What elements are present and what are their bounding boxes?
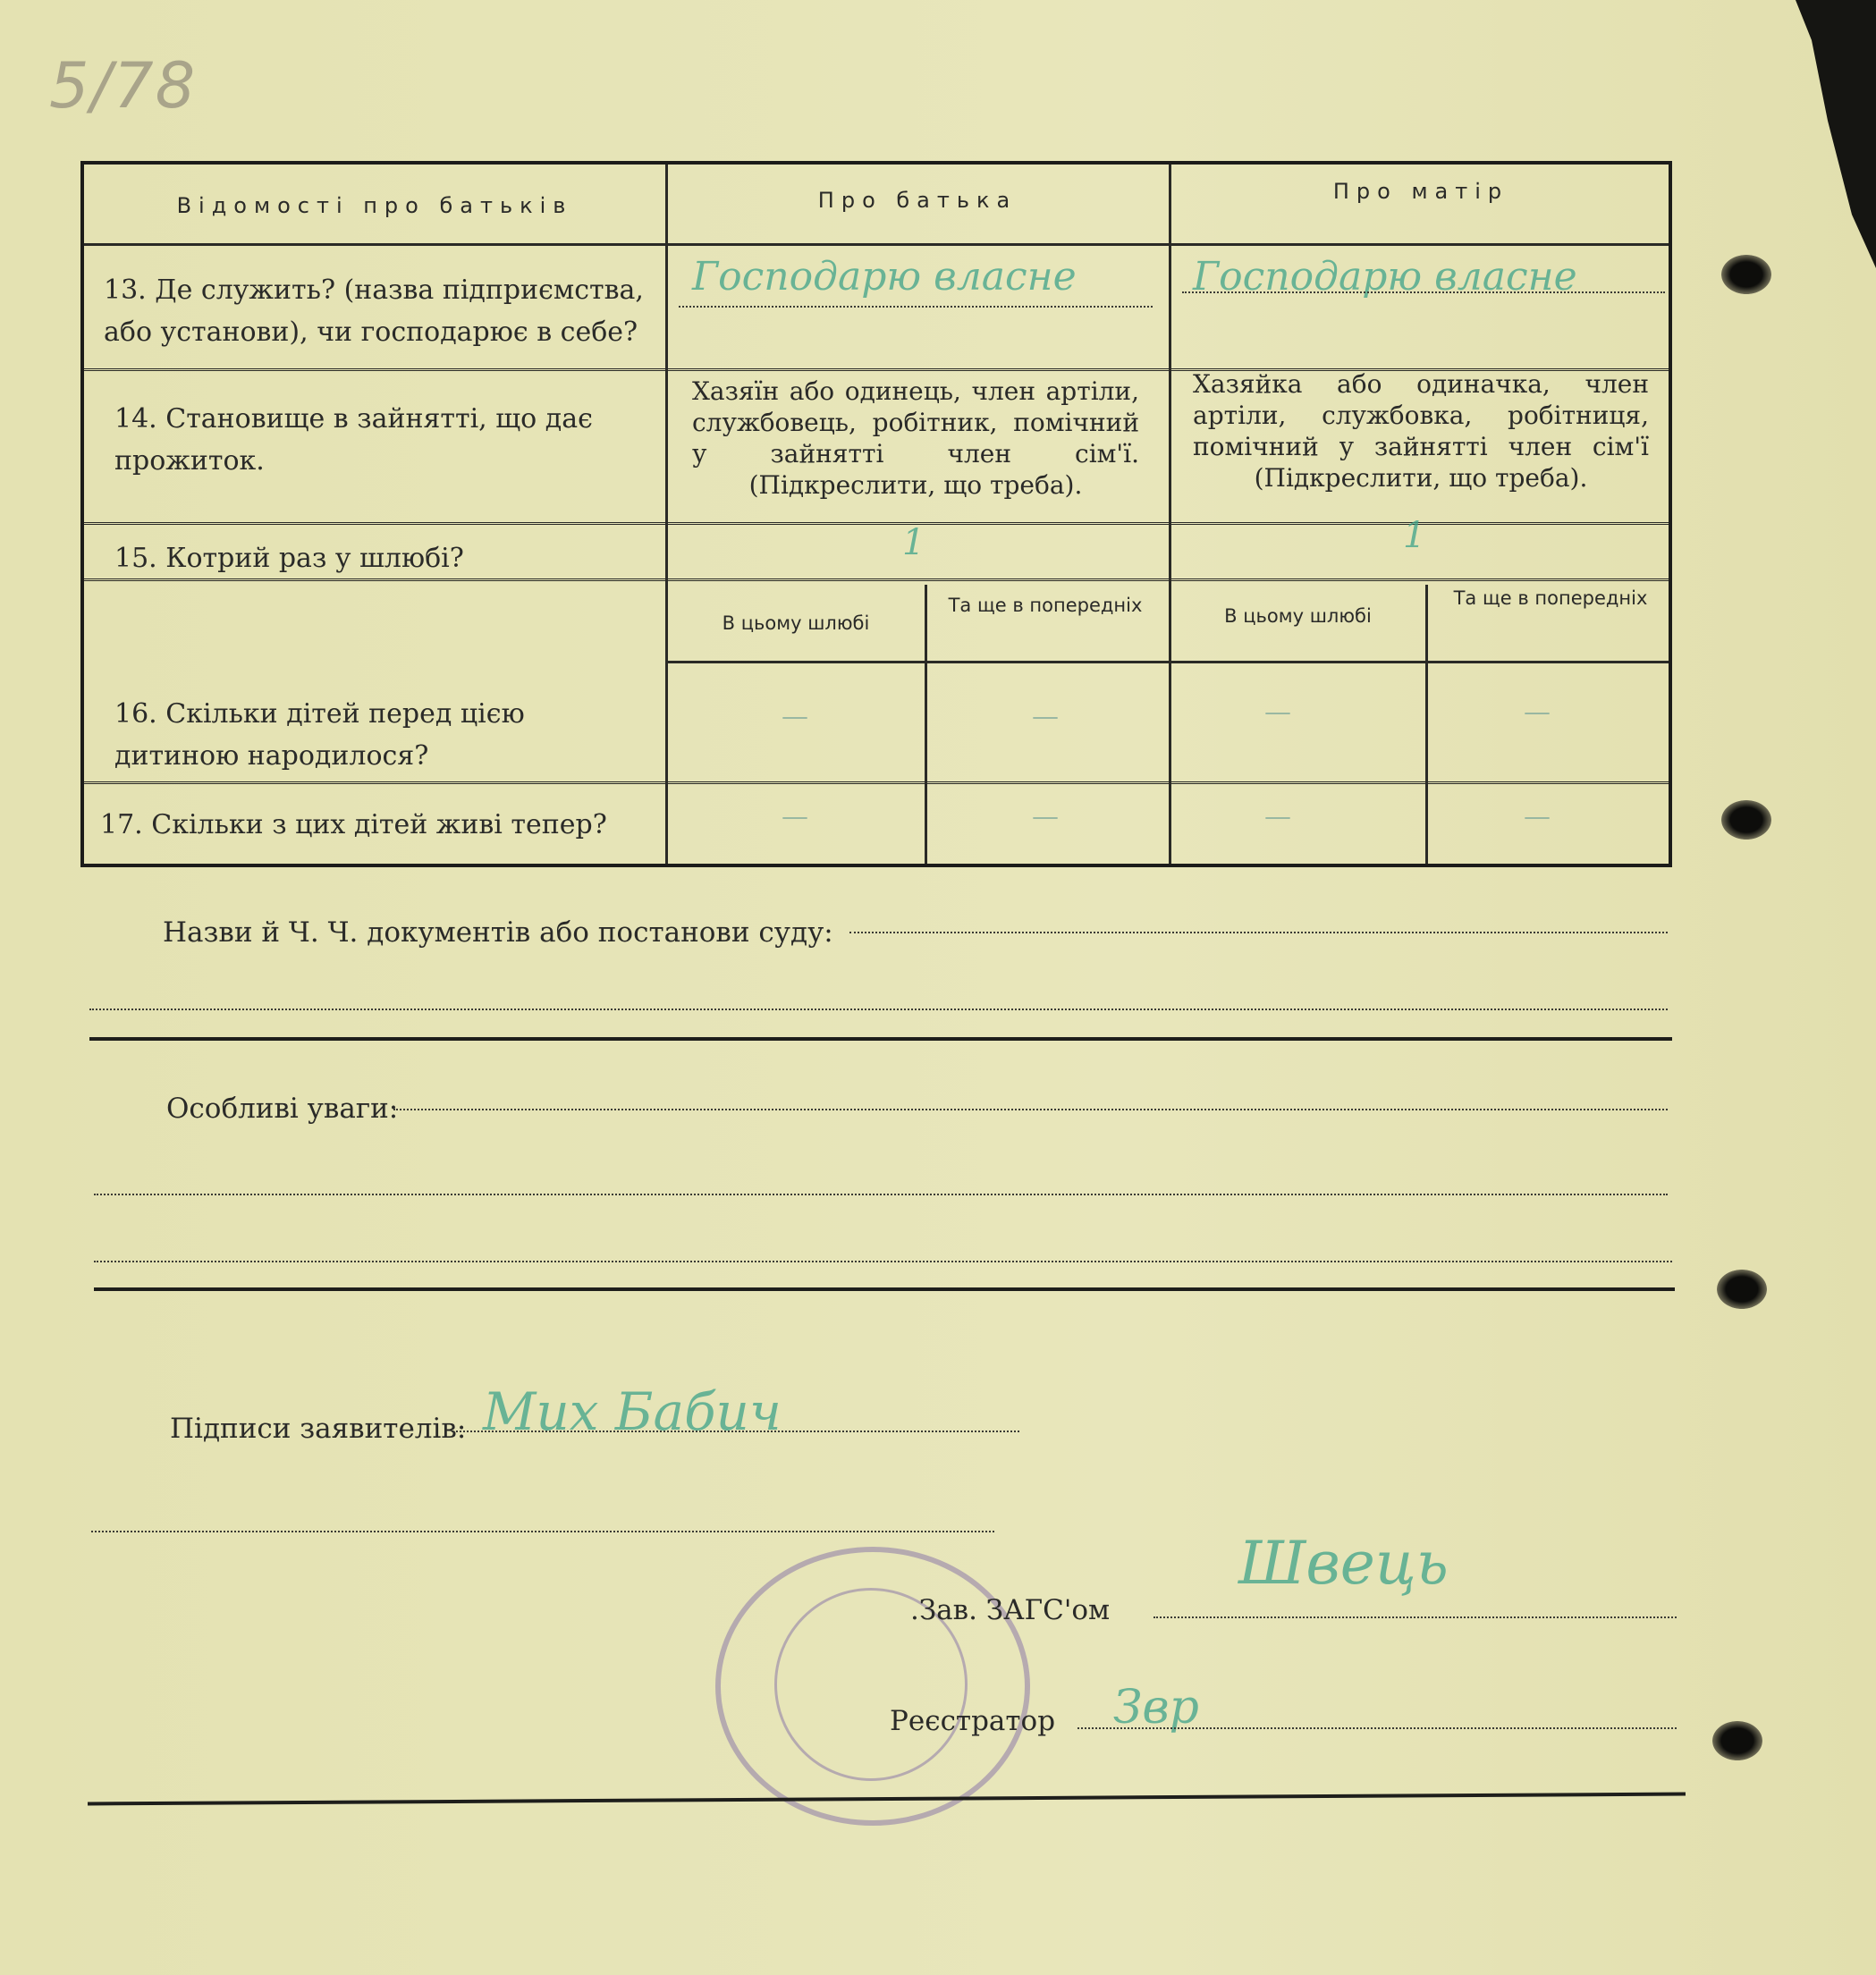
father-marriage-count-handwriting: 1 xyxy=(902,522,925,563)
mother-children-previous: — xyxy=(1524,696,1551,728)
father-children-previous: — xyxy=(1032,701,1059,732)
father-living-this-marriage: — xyxy=(782,801,808,832)
signatures-fill-line xyxy=(452,1431,1019,1432)
column-divider xyxy=(665,165,668,864)
father-living-previous: — xyxy=(1032,801,1059,832)
parents-info-table xyxy=(80,161,1672,867)
question-16: 16. Скільки дітей перед цією дитиною народилося? xyxy=(114,698,525,772)
column-divider xyxy=(1425,585,1428,864)
row-divider xyxy=(667,661,1669,663)
documents-fill-line xyxy=(849,932,1668,933)
mother-children-this-marriage: — xyxy=(1264,696,1291,728)
father-children-this-marriage: — xyxy=(782,701,808,732)
fill-line xyxy=(1182,291,1665,293)
question-15: 15. Котрий раз у шлюбі? xyxy=(114,543,464,574)
registrar-label: Реєстратор xyxy=(890,1705,1056,1737)
section-rule xyxy=(89,1037,1672,1041)
question-17: 17. Скільки з цих дітей живі тепер? xyxy=(100,809,607,840)
mother-living-previous: — xyxy=(1524,801,1551,832)
official-stamp xyxy=(715,1547,1030,1826)
row-divider xyxy=(84,522,1669,528)
subheader-mother-this-marriage: В цьому шлюбі xyxy=(1224,605,1372,627)
registry-head-label: .Зав. ЗАГС'ом xyxy=(910,1594,1111,1626)
question-13: 13. Де служить? (назва підприємства, або установи), чи господарює в себе? xyxy=(104,274,644,348)
torn-corner xyxy=(1796,0,1876,268)
header-father: Про батька xyxy=(817,188,1018,213)
mother-occupation-handwriting: Господарю власне xyxy=(1193,254,1577,300)
father-occupation-handwriting: Господарю власне xyxy=(692,254,1077,300)
section-rule xyxy=(94,1287,1675,1291)
mother-living-this-marriage: — xyxy=(1264,801,1291,832)
registrar-signature-handwriting: Звр xyxy=(1113,1681,1199,1734)
header-mother: Про матір xyxy=(1332,179,1509,204)
row-divider xyxy=(84,781,1669,788)
punch-hole-icon xyxy=(1721,255,1771,294)
registry-head-signature-handwriting: Швець xyxy=(1238,1529,1449,1598)
row-divider xyxy=(84,243,1669,246)
column-divider xyxy=(925,585,927,864)
fill-line xyxy=(679,306,1153,308)
subheader-mother-previous: Та ще в попередніх xyxy=(1453,587,1648,609)
header-parents-info: Відомості про батьків xyxy=(176,193,573,218)
registry-head-fill-line xyxy=(1153,1616,1677,1618)
notes-fill-line xyxy=(94,1194,1668,1195)
notes-fill-line xyxy=(393,1109,1668,1110)
signatures-fill-line xyxy=(91,1531,994,1532)
notes-label: Особливі уваги: xyxy=(166,1093,399,1125)
punch-hole-icon xyxy=(1717,1270,1767,1309)
subheader-father-previous: Та ще в попередніх xyxy=(948,595,1143,616)
documents-fill-line xyxy=(89,1009,1668,1010)
punch-hole-icon xyxy=(1712,1721,1762,1760)
signatures-label: Підписи заявителів: xyxy=(170,1413,467,1445)
father-status-options: Хазяїн або одинець, член артіли, службовець, робітник, помічний у зайнятті член сім'ї. (Підкреслити, що треба). xyxy=(692,376,1139,500)
mother-status-options: Хазяйка або одиначка, член артіли, службовка, робітниця, помічний у зайнятті член сім'ї (Підкреслити, що треба). xyxy=(1193,369,1649,493)
documents-label: Назви й Ч. Ч. документів або постанови суду: xyxy=(163,916,833,949)
applicants-signature-handwriting: Мих Бабич xyxy=(483,1381,782,1442)
mother-marriage-count-handwriting: 1 xyxy=(1403,515,1426,556)
reference-mark: 5/78 xyxy=(49,49,198,122)
question-14: 14. Становище в зайнятті, що дає прожиток. xyxy=(114,403,593,477)
column-divider xyxy=(1169,165,1171,864)
registrar-fill-line xyxy=(1077,1727,1677,1729)
notes-fill-line xyxy=(94,1261,1672,1262)
subheader-father-this-marriage: В цьому шлюбі xyxy=(722,612,870,634)
punch-hole-icon xyxy=(1721,800,1771,840)
